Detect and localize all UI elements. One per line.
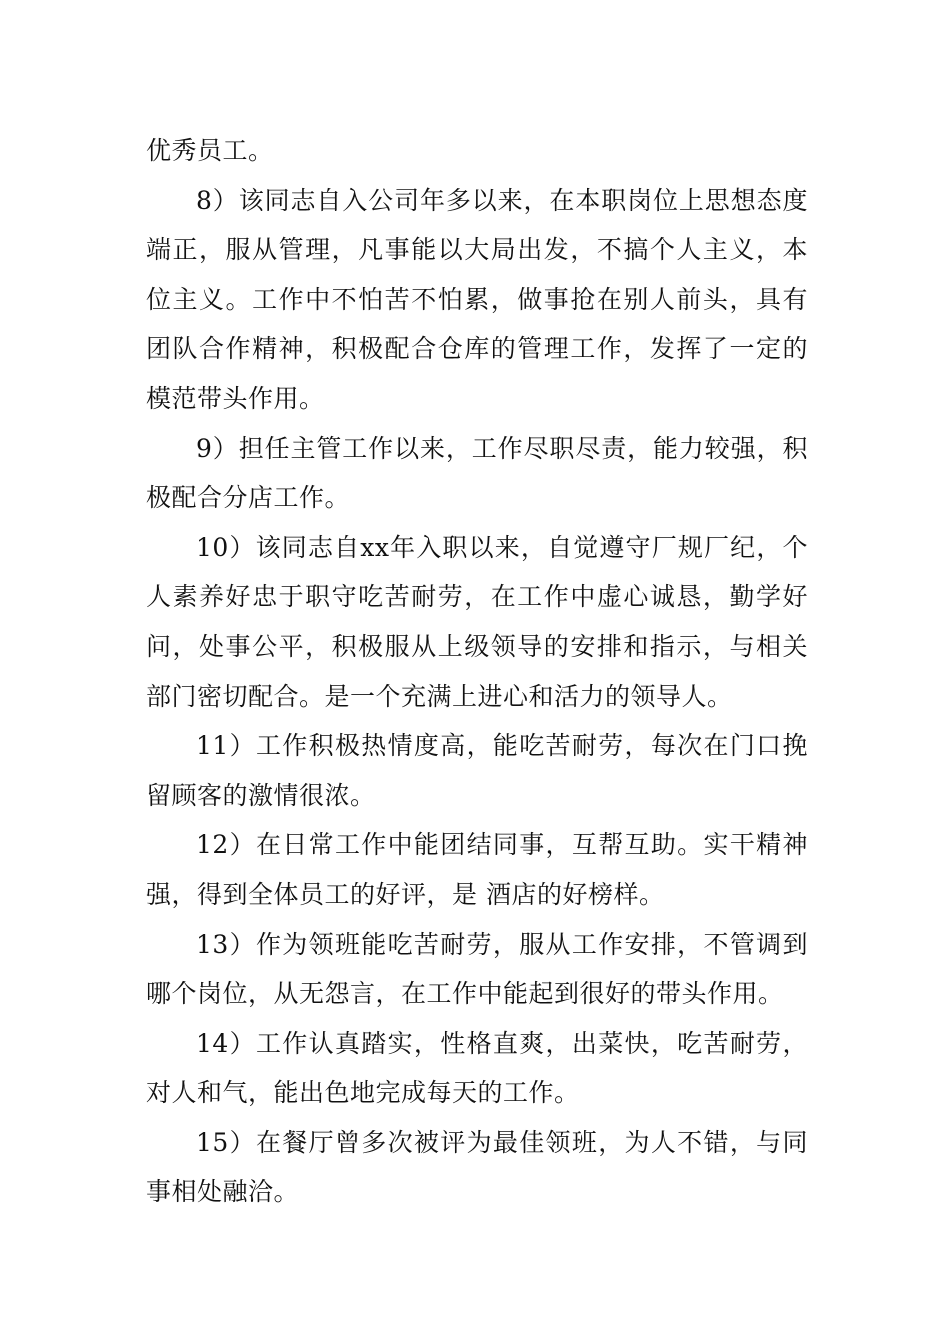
paragraph-item-11: 11）工作积极热情度高，能吃苦耐劳，每次在门口挽留顾客的激情很浓。 bbox=[146, 731, 808, 810]
paragraph-continuation: 优秀员工。 bbox=[146, 136, 274, 165]
paragraph-item-13: 13）作为领班能吃苦耐劳，服从工作安排，不管调到哪个岗位，从无怨言，在工作中能起到很好的带头作用。 bbox=[146, 929, 808, 1009]
document-body bbox=[146, 126, 808, 1217]
paragraph-item-9: 9）担任主管工作以来，工作尽职尽责，能力较强，积极配合分店工作。 bbox=[146, 433, 808, 513]
paragraph-item-8: 8）该同志自入公司年多以来，在本职岗位上思想态度端正，服从管理，凡事能以大局出发，不搞个人主义，本位主义。工作中不怕苦不怕累，做事抢在别人前头，具有团队合作精神，积极配合仓库的管理工作，发挥了一定的模范带头作用。 bbox=[146, 185, 808, 413]
paragraph-item-10: 10）该同志自xx年入职以来，自觉遵守厂规厂纪，个人素养好忠于职守吃苦耐劳，在工作中虚心诚恳，勤学好问，处事公平，积极服从上级领导的安排和指示，与相关部门密切配合。是一个充满上进心和活力的领导人。 bbox=[146, 532, 808, 711]
paragraph-item-14: 14）工作认真踏实，性格直爽，出菜快，吃苦耐劳，对人和气，能出色地完成每天的工作。 bbox=[146, 1028, 808, 1108]
paragraph-item-12: 12）在日常工作中能团结同事，互帮互助。实干精神强，得到全体员工的好评，是 酒店的好榜样。 bbox=[146, 830, 808, 909]
paragraph-item-15: 15）在餐厅曾多次被评为最佳领班，为人不错，与同事相处融洽。 bbox=[146, 1127, 808, 1207]
